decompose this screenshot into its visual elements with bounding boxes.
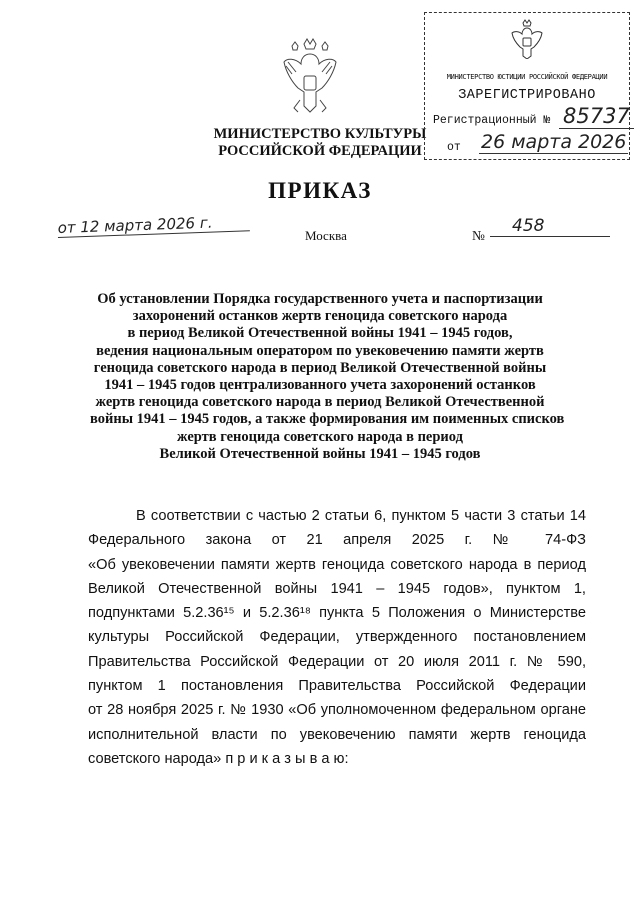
body-line: культуры Российской Федерации, утвержденного постановлением [88, 629, 586, 646]
title-line: 1941 – 1945 годов централизованного учета захоронений останков [104, 377, 536, 394]
title-line: жертв геноцида советского народа в период [177, 428, 463, 445]
order-date: от 12 марта 2026 г. [57, 212, 250, 238]
body-line: В соответствии с частью 2 статьи 6, пунктом 5 части 3 статьи 14 [136, 508, 586, 524]
document-title [90, 291, 565, 463]
coat-of-arms-icon [282, 36, 338, 118]
body-line: от 28 ноября 2025 г. № 1930 «Об уполномоченном федеральном органе [88, 702, 586, 719]
ministry-line-2: РОССИЙСКОЙ ФЕДЕРАЦИИ [218, 143, 422, 159]
body-line: Великой Отечественной войны 1941 – 1945 годов», пунктом 1, [88, 580, 586, 597]
title-line: Об установлении Порядка государственного учета и паспортизации [97, 291, 543, 307]
body-line: советского народа» п р и к а з ы в а ю: [88, 750, 349, 767]
title-line: ведения национальным оператором по увековечению памяти жертв [96, 342, 544, 359]
registration-stamp [424, 12, 630, 160]
title-line: геноцида советского народа в период Великой Отечественной войны [93, 359, 547, 376]
title-line: войны 1941 – 1945 годов, а также формирования им поименных списков [90, 411, 565, 428]
title-line: жертв геноцида советского народа в период Великой Отечественной [95, 394, 545, 411]
body-line: подпунктами 5.2.36¹⁵ и 5.2.36¹⁸ пункта 5 Положения о Министерстве [88, 605, 586, 622]
order-city: Москва [305, 228, 347, 243]
body-line: Правительства Российской Федерации от 20 июля 2011 г. № 590, [88, 653, 586, 670]
document-type: ПРИКАЗ [268, 178, 372, 203]
body-line: «Об увековечении памяти жертв геноцида советского народа в период [88, 556, 586, 573]
stamp-reg-number: 85737 [559, 104, 634, 129]
stamp-date: 26 марта 2026 [481, 131, 627, 153]
body-line: исполнительной власти по увековечению памяти жертв геноцида [88, 726, 586, 743]
document-body [88, 504, 586, 771]
stamp-reg-label: Регистрационный № [433, 114, 551, 127]
stamp-org: МИНИСТЕРСТВО ЮСТИЦИИ РОССИЙСКОЙ ФЕДЕРАЦИИ [446, 73, 608, 81]
order-number: 458 [490, 216, 610, 237]
title-line: в период Великой Отечественной войны 1941 – 1945 годов, [127, 325, 513, 342]
order-number-sign: № [472, 228, 485, 243]
title-line: Великой Отечественной войны 1941 – 1945 годов [159, 445, 481, 462]
stamp-date-prefix: от [447, 141, 461, 154]
ministry-line-1: МИНИСТЕРСТВО КУЛЬТУРЫ [213, 126, 427, 142]
body-line: пунктом 1 постановления Правительства Российской Федерации [88, 678, 586, 695]
stamp-coat-of-arms-icon [511, 19, 543, 59]
body-line: Федерального закона от 21 апреля 2025 г. № 74-ФЗ [88, 532, 586, 549]
title-line: захоронений останков жертв геноцида советского народа [132, 308, 508, 325]
stamp-status: ЗАРЕГИСТРИРОВАНО [458, 88, 596, 103]
ministry-name [200, 126, 440, 160]
